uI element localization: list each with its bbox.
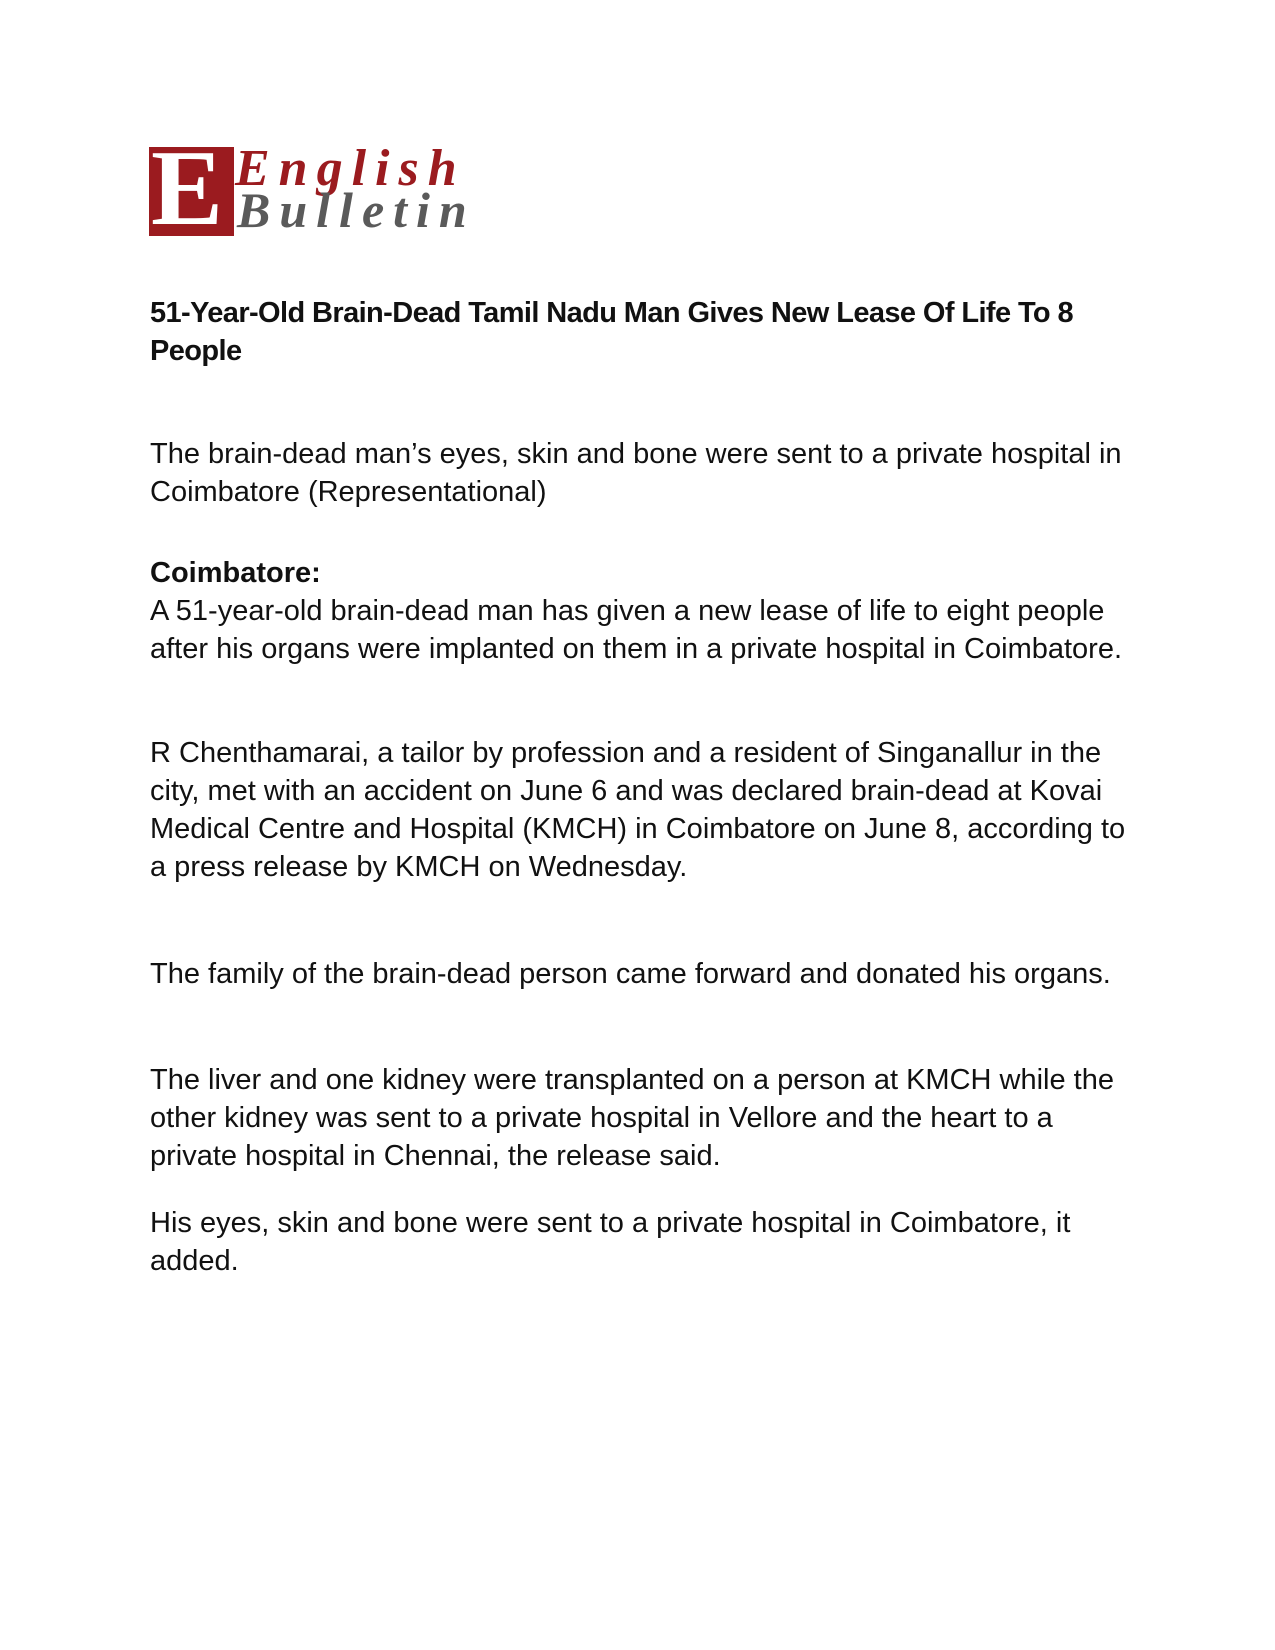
article-paragraph-1: A 51-year-old brain-dead man has given a new lease of life to eight people after his organs were implanted on them in a private hospital in Coimbatore. [150, 595, 1123, 665]
logo-word-bulletin: Bulletin [237, 182, 476, 238]
article-paragraph-2: R Chenthamarai, a tailor by profession and a resident of Singanallur in the city, met with an accident on June 6 and was declared brain-dead at Kovai Medical Centre and Hospital (KMCH) in Coimbatore on June 8, according to a press release by KMCH on Wednesday. [150, 737, 1126, 883]
english-bulletin-logo [149, 140, 519, 238]
article-headline: 51-Year-Old Brain-Dead Tamil Nadu Man Gives New Lease Of Life To 8 People [150, 297, 1074, 367]
logo-letter: E [151, 147, 224, 236]
article-paragraph-5: His eyes, skin and bone were sent to a private hospital in Coimbatore, it added. [150, 1207, 1071, 1277]
article-paragraph-4: The liver and one kidney were transplanted on a person at KMCH while the other kidney was sent to a private hospital in Vellore and the heart to a private hospital in Chennai, the release said. [150, 1064, 1114, 1172]
logo-word-english: English [235, 140, 466, 197]
article-paragraph-3: The family of the brain-dead person came forward and donated his organs. [150, 958, 1111, 990]
logo-e-block [149, 147, 234, 236]
image-caption: The brain-dead man’s eyes, skin and bone were sent to a private hospital in Coimbatore (Representational) [150, 438, 1122, 508]
article-dateline: Coimbatore: [150, 557, 321, 589]
